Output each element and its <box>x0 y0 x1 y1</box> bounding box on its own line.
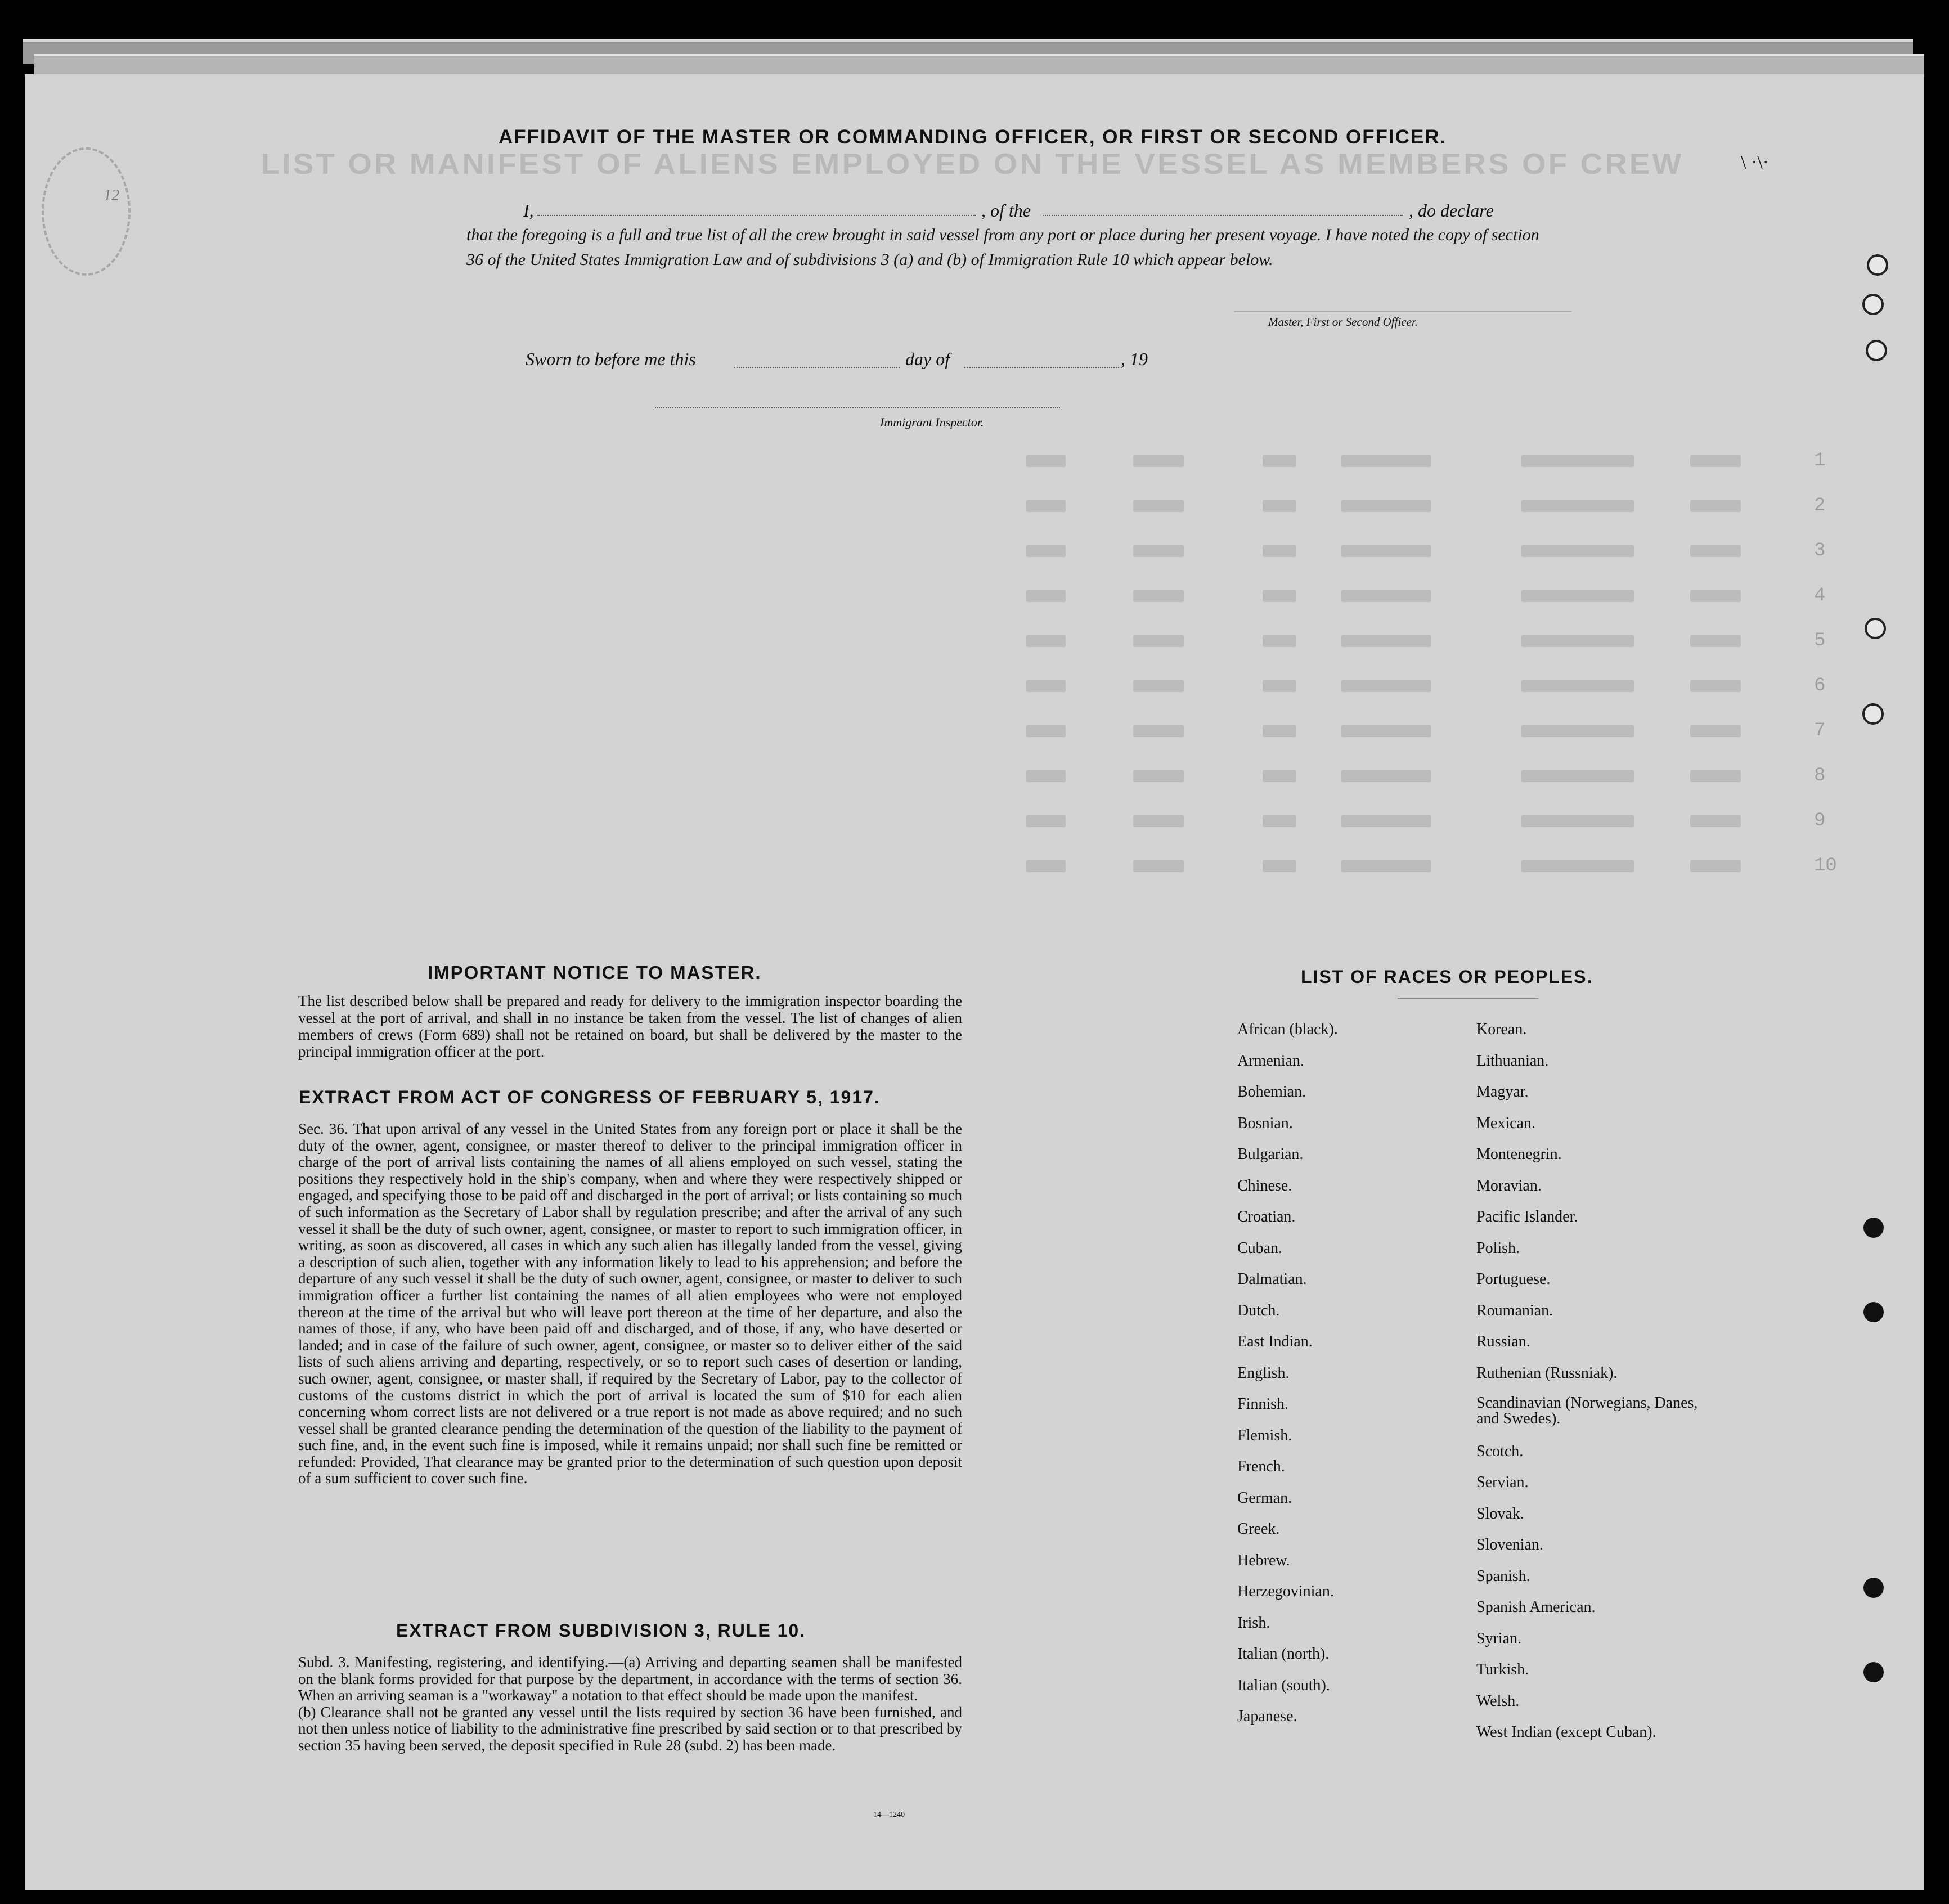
race-item: Dalmatian. <box>1237 1270 1307 1288</box>
sworn-text: Sworn to before me this <box>526 349 696 369</box>
bleed-through-row-number: 1 <box>1814 450 1826 471</box>
faded-stamp-mark <box>42 147 131 276</box>
bleed-through-row <box>902 725 1859 739</box>
race-item: Spanish American. <box>1476 1598 1596 1616</box>
race-item: Pacific Islander. <box>1476 1208 1578 1225</box>
rule-extract-body <box>298 1654 962 1754</box>
rule-extract-title: EXTRACT FROM SUBDIVISION 3, RULE 10. <box>396 1620 806 1641</box>
race-item: East Indian. <box>1237 1333 1313 1350</box>
race-item: Moravian. <box>1476 1176 1542 1195</box>
vessel-blank-line <box>1043 215 1403 216</box>
race-item: Welsh. <box>1476 1692 1520 1710</box>
race-item: Magyar. <box>1476 1083 1529 1101</box>
races-title: LIST OF RACES OR PEOPLES. <box>1301 967 1593 987</box>
race-item: Bosnian. <box>1237 1114 1293 1132</box>
bleed-through-row <box>902 500 1859 514</box>
master-signature-line <box>1234 311 1572 312</box>
rule-extract-para-b: (b) Clearance shall not be granted any vessel until the lists required by section 36 have been furnished, and not then unless notice of liability to the administrative fine prescribed by said section or to that prescribed by section 35 having been served, the deposit specified in Rule 28 (subd. 2) has been made. <box>298 1703 962 1754</box>
race-item: Lithuanian. <box>1476 1052 1549 1070</box>
notice-title: IMPORTANT NOTICE TO MASTER. <box>428 962 762 983</box>
year-text: , 19 <box>1121 349 1148 369</box>
race-item: Italian (south). <box>1237 1676 1330 1694</box>
bleed-through-row <box>902 545 1859 559</box>
binder-hole <box>1863 1302 1884 1322</box>
name-blank-line <box>537 215 976 216</box>
binder-hole <box>1862 294 1884 315</box>
bleed-through-row-number: 7 <box>1814 720 1826 742</box>
race-item: Bohemian. <box>1237 1083 1306 1101</box>
binder-hole <box>1863 1662 1884 1682</box>
race-item: African (black). <box>1237 1021 1338 1038</box>
bleed-through-title: LIST OR MANIFEST OF ALIENS EMPLOYED ON THE VESSEL AS MEMBERS OF CREW <box>261 148 1684 181</box>
month-blank-line <box>964 367 1119 368</box>
race-item: Cuban. <box>1237 1239 1283 1257</box>
binder-hole <box>1863 1218 1884 1238</box>
affidavit-i: I, <box>523 200 534 221</box>
race-item: Mexican. <box>1476 1114 1535 1132</box>
race-item: Japanese. <box>1237 1708 1297 1725</box>
affidavit-declare: , do declare <box>1409 200 1494 221</box>
binder-hole <box>1867 254 1888 276</box>
race-item: Hebrew. <box>1237 1551 1290 1569</box>
race-item: Korean. <box>1476 1021 1527 1038</box>
race-item: Turkish. <box>1476 1661 1529 1678</box>
bleed-through-row-number: 5 <box>1814 630 1826 652</box>
race-item: Syrian. <box>1476 1629 1522 1647</box>
act-extract-title: EXTRACT FROM ACT OF CONGRESS OF FEBRUARY 5, 1917. <box>299 1087 881 1107</box>
race-item: Slovenian. <box>1476 1536 1543 1553</box>
race-item: Dutch. <box>1237 1301 1280 1319</box>
race-item: Servian. <box>1476 1474 1529 1491</box>
affidavit-of-the: , of the <box>981 200 1031 221</box>
binder-hole <box>1862 703 1884 725</box>
rule-extract-para-a: Subd. 3. Manifesting, registering, and identifying.—(a) Arriving and departing seamen shall be manifested on the blank forms provided for that purpose by the department, in accordance with the terms of section 36. When an arriving seaman is a "workaway" a notation to that effect should be made upon the manifest. <box>298 1654 962 1704</box>
race-item: Chinese. <box>1237 1176 1292 1195</box>
manifest-page <box>25 74 1924 1890</box>
inspector-label: Immigrant Inspector. <box>880 415 984 429</box>
bleed-through-row-number: 2 <box>1814 495 1826 517</box>
bleed-through-row <box>902 680 1859 694</box>
bleed-through-row <box>902 590 1859 604</box>
race-item: Herzegovinian. <box>1237 1583 1334 1600</box>
binder-hole <box>1863 1578 1884 1598</box>
bleed-through-row <box>902 635 1859 649</box>
race-item: Roumanian. <box>1476 1301 1553 1319</box>
race-item: Russian. <box>1476 1333 1530 1350</box>
race-item: German. <box>1237 1489 1292 1507</box>
bleed-through-row-number: 8 <box>1814 765 1826 787</box>
act-extract-body: Sec. 36. That upon arrival of any vessel in the United States from any foreign port or place it shall be the duty of the owner, agent, consignee, or master thereof to deliver to the principal immigration officer in charge of the port of arrival lists containing the names of all aliens employed on such vessel, stating the positions they respectively hold in the ship's company, when and where they were respectively shipped or engaged, and specifying those to be paid off and discharged in the port of arrival; or lists containing so much of such information as the Secretary of Labor shall by regulation prescribe; and after the arrival of any such vessel it shall be the duty of such owner, agent, consignee, or master to report to such immigration officer, in writing, as soon as discovered, all cases in which any such alien has illegally landed from the vessel, giving a description of such alien, together with any information likely to lead to his apprehension; and before the departure of any such vessel it shall be the duty of such owner, agent, consignee, or master to deliver to such immigration officer a further list containing the names of all alien employees who were not employed thereon at the time of the arrival but who will leave port thereon at the time of her departure, and also the names of those, if any, who have been paid off and discharged, and of those, if any, who have deserted or landed; and in case of the failure of such owner, agent, consignee, or master so to deliver either of the said lists of such aliens arriving and departing, respectively, or so to report such cases of desertion or landing, such owner, agent, consignee, or master shall, if required by the Secretary of Labor, pay to the collector of customs of the customs district in which the port of arrival is located the sum of $10 for each alien concerning whom correct lists are not delivered or a true report is not made as above required; and no such vessel shall be granted clearance pending the determination of the question of the liability to the payment of such fine, and, in the event such fine is imposed, while it remains unpaid; nor shall such fine be remitted or refunded: Provided, That clearance may be granted prior to the determination of such question upon deposit of a sum sufficient to cover such fine. <box>298 1120 962 1487</box>
race-item: Croatian. <box>1237 1208 1296 1225</box>
race-item: Montenegrin. <box>1476 1146 1562 1163</box>
binder-hole <box>1866 340 1887 361</box>
race-item: Scotch. <box>1476 1442 1524 1460</box>
race-item: Ruthenian (Russniak). <box>1476 1364 1618 1382</box>
notice-body: The list described below shall be prepared and ready for delivery to the immigration inspector boarding the vessel at the port of arrival, and shall in no instance be taken from the vessel. The list of changes of alien members of crews (Form 689) shall not be retained on board, but shall be delivered by the master to the principal immigration officer at the port. <box>298 993 962 1060</box>
margin-mark: \ ·\· <box>1741 152 1770 173</box>
inspector-signature-line <box>655 407 1060 408</box>
race-item: Flemish. <box>1237 1426 1292 1444</box>
bleed-through-row-number: 6 <box>1814 675 1826 697</box>
race-item: Armenian. <box>1237 1052 1304 1070</box>
bleed-through-row <box>902 455 1859 469</box>
affidavit-title: AFFIDAVIT OF THE MASTER OR COMMANDING OFFICER, OR FIRST OR SECOND OFFICER. <box>499 126 1447 148</box>
day-blank-line <box>734 367 900 368</box>
race-item: Scandinavian (Norwegians, Danes, and Swedes). <box>1476 1394 1698 1427</box>
race-item: Irish. <box>1237 1614 1270 1632</box>
race-item: West Indian (except Cuban). <box>1476 1723 1656 1741</box>
race-item: French. <box>1237 1458 1285 1475</box>
race-item: Finnish. <box>1237 1395 1289 1413</box>
bleed-through-row <box>902 770 1859 784</box>
race-item: Polish. <box>1476 1239 1520 1257</box>
bleed-through-row <box>902 860 1859 874</box>
race-item: Slovak. <box>1476 1505 1524 1523</box>
bleed-through-row-number: 9 <box>1814 810 1826 832</box>
form-number: 14—1240 <box>873 1811 905 1819</box>
race-item: Bulgarian. <box>1237 1146 1304 1163</box>
day-of-text: day of <box>905 349 950 369</box>
bleed-through-row-number: 4 <box>1814 585 1826 607</box>
stamp-text: 12 <box>104 187 119 204</box>
race-item: English. <box>1237 1364 1290 1382</box>
binder-hole <box>1865 618 1886 639</box>
bleed-through-row-number: 3 <box>1814 540 1826 562</box>
race-item: Portuguese. <box>1476 1270 1551 1288</box>
affidavit-body: that the foregoing is a full and true list of all the crew brought in said vessel from any port or place during her present voyage. I have noted the copy of section 36 of the United States Immigration Law and of subdivisions 3 (a) and (b) of Immigration Rule 10 which appear below. <box>466 226 1539 269</box>
race-item: Spanish. <box>1476 1567 1530 1585</box>
bleed-through-row <box>902 815 1859 829</box>
bleed-through-row-number: 10 <box>1814 855 1837 877</box>
race-item: Italian (north). <box>1237 1645 1330 1663</box>
races-title-rule <box>1398 998 1538 999</box>
master-signature-label: Master, First or Second Officer. <box>1268 315 1418 329</box>
race-item: Greek. <box>1237 1520 1280 1538</box>
